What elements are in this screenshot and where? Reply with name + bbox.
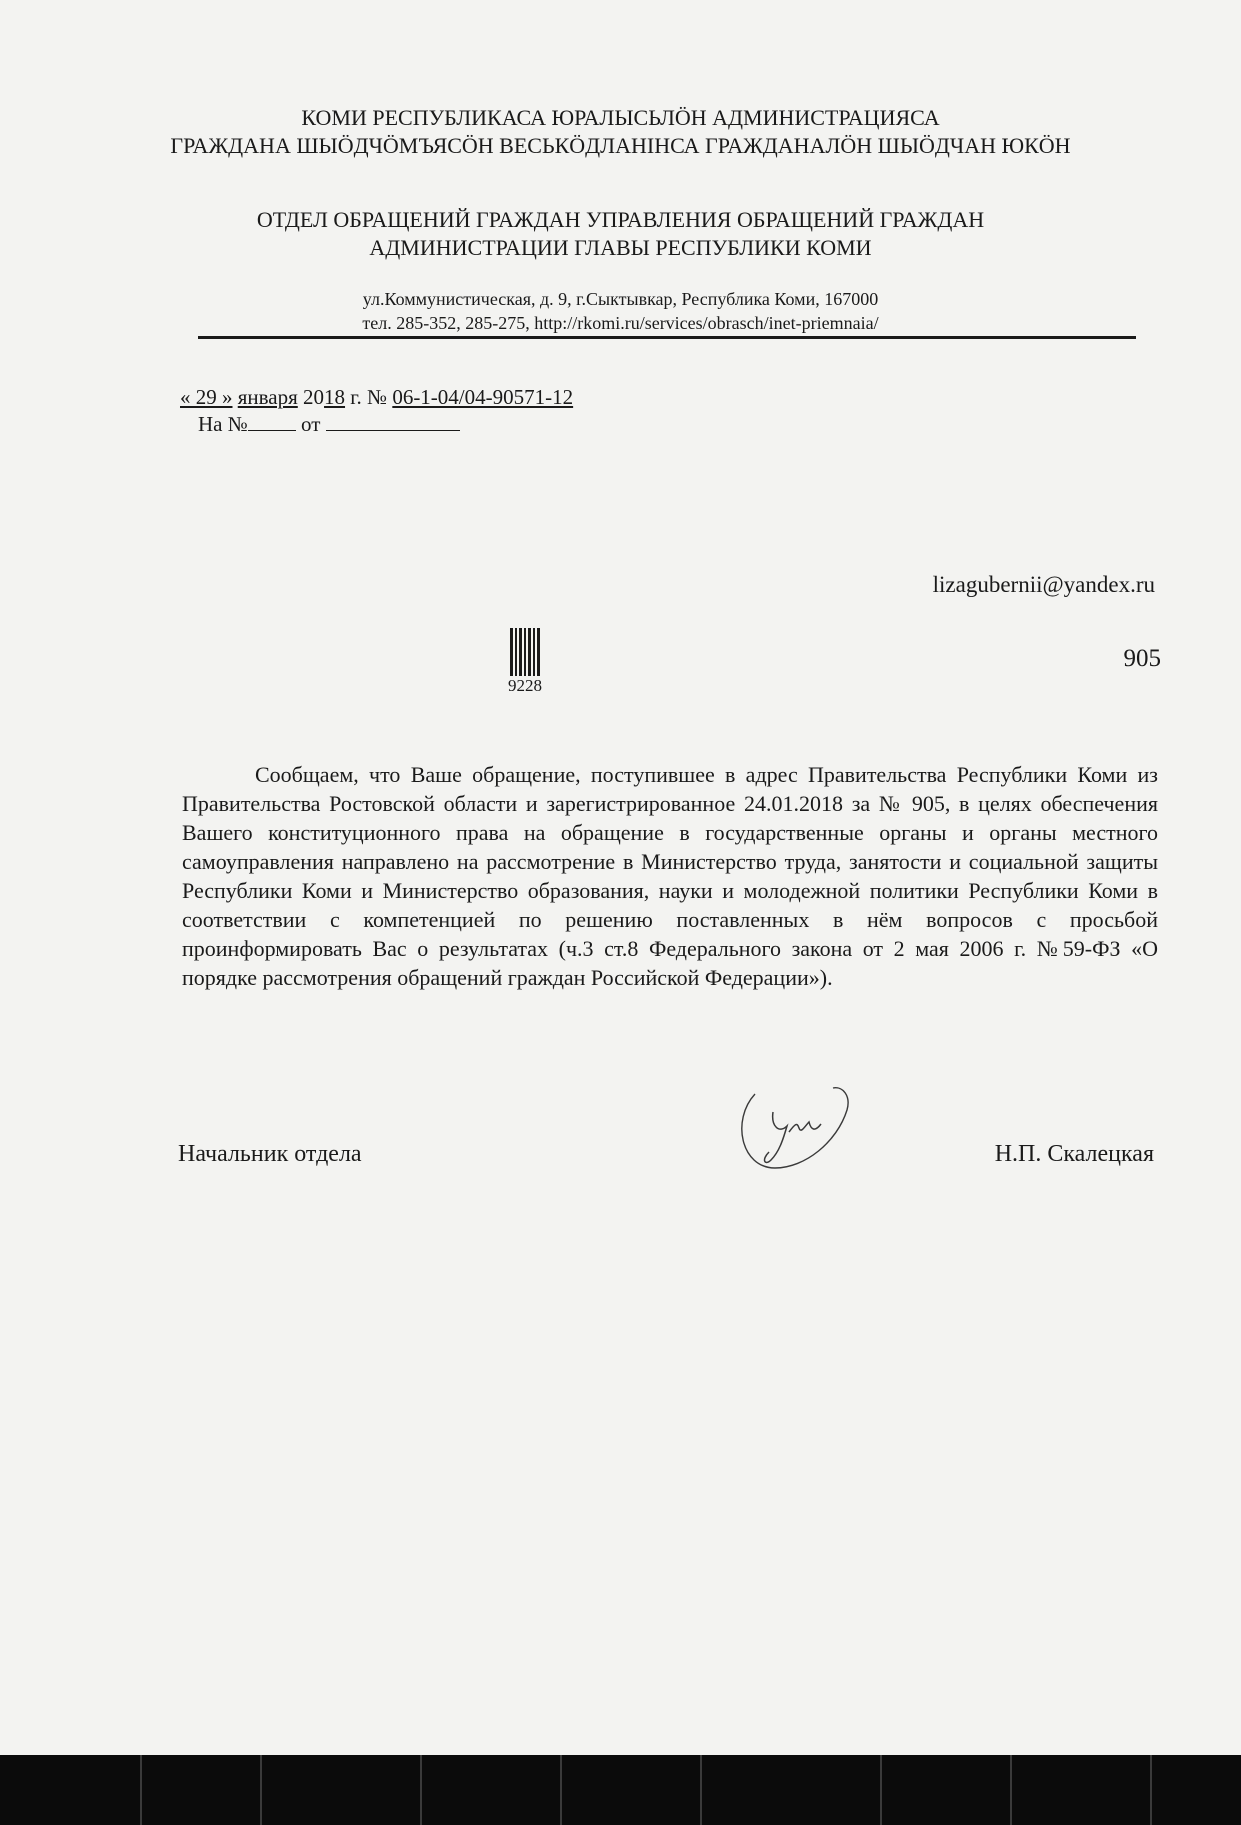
registration-year-suffix: 18 <box>324 385 346 409</box>
signatory-position: Начальник отдела <box>178 1141 362 1167</box>
reference-label: На № <box>198 412 248 436</box>
registration-line <box>180 385 573 410</box>
handwritten-signature <box>735 1082 855 1183</box>
registration-number: 06-1-04/04-90571-12 <box>392 385 574 409</box>
reference-line <box>198 412 460 437</box>
address-block <box>0 287 1241 335</box>
registration-number-label: г. № <box>350 385 388 409</box>
signatory-name: Н.П. Скалецкая <box>994 1141 1154 1167</box>
contacts-line: тел. 285-352, 285-275, http://rkomi.ru/services/obrasch/inet-priemnaia/ <box>362 313 879 333</box>
registration-day: 29 <box>190 385 222 409</box>
body-paragraph: Сообщаем, что Ваше обращение, поступившее в адрес Правительства Республики Коми из Правительства Ростовской области и зарегистрированное 24.01.2018 за № 905, в целях обеспечения Вашего конституционного права на обращение в государственные органы и органы местного самоуправления направлено на рассмотрение в Министерство труда, занятости и социальной защиты Республики Коми и Министерство образования, науки и молодежной политики Республики Коми в соответствии с компетенцией по решению поставленных в нём вопросов с просьбой проинформировать Вас о результатах (ч.3 ст.8 Федерального закона от 2 мая 2006 г. №59-ФЗ «О порядке рассмотрения обращений граждан Российской Федерации»). <box>182 762 1158 990</box>
header-divider <box>198 336 1136 339</box>
header-line-1: КОМИ РЕСПУБЛИКАСА ЮРАЛЫСЬЛӦН АДМИНИСТРАЦИЯСА <box>301 105 940 130</box>
reference-date-blank <box>326 412 460 431</box>
reference-number-blank <box>248 412 296 431</box>
header-line-2: ГРАЖДАНА ШЫӦДЧӦМЪЯСӦН ВЕСЬКӦДЛАНІНСА ГРАЖДАНАЛӦН ШЫӦДЧАН ЮКӦН <box>170 133 1071 158</box>
header-line-4: АДМИНИСТРАЦИИ ГЛАВЫ РЕСПУБЛИКИ КОМИ <box>369 235 872 260</box>
header-line-3: ОТДЕЛ ОБРАЩЕНИЙ ГРАЖДАН УПРАВЛЕНИЯ ОБРАЩЕНИЙ ГРАЖДАН <box>256 207 985 232</box>
barcode-icon <box>510 628 540 676</box>
barcode <box>497 628 553 696</box>
organization-header-russian <box>0 206 1241 262</box>
quote-close: » <box>222 385 233 409</box>
quote-open: « <box>180 385 191 409</box>
signature-icon <box>735 1082 855 1178</box>
letter-body <box>182 760 1158 992</box>
recipient-number: 905 <box>1123 645 1161 672</box>
barcode-number: 9228 <box>508 676 542 695</box>
reference-date-label: от <box>301 412 321 436</box>
registration-month: января <box>237 385 298 409</box>
organization-header-komi <box>0 104 1241 160</box>
registration-year-prefix: 20 <box>303 385 325 409</box>
address-line: ул.Коммунистическая, д. 9, г.Сыктывкар, Республика Коми, 167000 <box>362 289 879 309</box>
scan-edge-bar <box>0 1755 1241 1825</box>
recipient-email: lizagubernii@yandex.ru <box>932 572 1155 597</box>
